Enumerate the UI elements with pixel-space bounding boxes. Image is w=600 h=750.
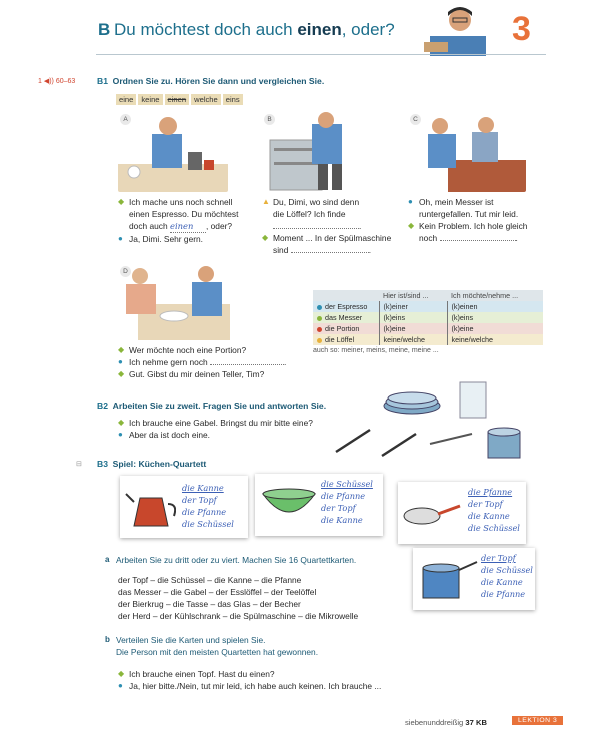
pot-icon xyxy=(419,558,479,602)
dialog-c: ● Oh, mein Messer ist runtergefallen. Tut mir leid. ◆ Kein Problem. Ich hole gleich noch . xyxy=(408,197,528,243)
header-divider xyxy=(96,54,546,55)
dialog-d: ◆ Wer möchte noch eine Portion? ● Ich nehme gern noch . ◆ Gut. Gibst du mir deinen Teller, Tim? xyxy=(118,345,287,379)
task-a: a Arbeiten Sie zu dritt oder zu viert. Machen Sie 16 Quartettkarten. xyxy=(105,555,357,565)
list-item: das Messer – die Gabel – der Esslöffel – der Teelöffel xyxy=(118,587,317,597)
table-row: das Messer (k)eins (k)eins xyxy=(313,312,543,323)
fill-in-answer: einen xyxy=(170,220,206,233)
picture-d xyxy=(118,264,240,340)
word-used: einen xyxy=(165,94,190,105)
fill-in-blank xyxy=(273,220,359,229)
picture-a xyxy=(118,112,228,192)
table-row: die Löffel keine/welche keine/welche xyxy=(313,334,543,345)
tableware-illustration xyxy=(330,378,540,466)
picture-b xyxy=(262,112,372,192)
quartet-card: die Pfanne der Topf die Kanne die Schüssel xyxy=(398,482,526,544)
word: keine xyxy=(138,94,162,105)
fill-in-blank xyxy=(210,356,284,365)
diamond-bullet-icon: ◆ xyxy=(118,369,125,378)
table-row: der Espresso (k)einer (k)einen xyxy=(313,301,543,312)
diamond-bullet-icon: ◆ xyxy=(118,418,125,427)
diamond-bullet-icon: ◆ xyxy=(118,669,125,678)
b3-heading: B3 Spiel: Küchen-Quartett xyxy=(97,459,207,469)
picture-label: C xyxy=(410,114,421,125)
b2-dialog: ◆ Ich brauche eine Gabel. Bringst du mir bitte eine? ● Aber da ist doch eine. xyxy=(118,418,313,440)
triangle-bullet-icon: ▲ xyxy=(262,197,270,206)
table-row: die Portion (k)eine (k)eine xyxy=(313,323,543,334)
bowl-icon xyxy=(261,486,317,526)
picture-label: A xyxy=(120,114,131,125)
ring-bullet-icon: ● xyxy=(118,430,123,439)
table-header: Hier ist/sind ... xyxy=(383,291,429,300)
diamond-bullet-icon: ◆ xyxy=(118,197,125,206)
pan-icon xyxy=(402,502,462,532)
diamond-bullet-icon: ◆ xyxy=(262,233,269,242)
table-note: auch so: meiner, meins, meine, meine ... xyxy=(313,347,439,354)
list-item: der Topf – die Schüssel – die Kanne – die Pfanne xyxy=(118,575,302,585)
picture-label: B xyxy=(264,114,275,125)
table-header: Ich möchte/nehme ... xyxy=(451,291,519,300)
lesson-number: 3 xyxy=(512,10,531,48)
list-item: der Herd – der Kühlschrank – die Spülmaschine – die Mikrowelle xyxy=(118,611,359,621)
page-footer: siebenunddreißig 37 KB xyxy=(405,718,487,727)
audio-track: 1 ◀)) 60–63 xyxy=(38,78,76,85)
word: welche xyxy=(191,94,221,105)
page-title: Du möchtest doch auch einen, oder? xyxy=(114,20,395,39)
word: eine xyxy=(116,94,136,105)
fill-in-blank xyxy=(440,232,516,241)
diamond-bullet-icon: ◆ xyxy=(408,221,415,230)
dialog-a: ◆ Ich mache uns noch schnell einen Espresso. Du möchtest doch auch einen , oder? ● Ja, Dimi. Sehr gern. xyxy=(118,197,239,244)
quartet-card: der Topf die Schüssel die Kanne die Pfanne xyxy=(413,548,535,610)
ring-bullet-icon: ● xyxy=(118,681,123,690)
b3-dialog: ◆ Ich brauche einen Topf. Hast du einen? ● Ja, hier bitte./Nein, tut mir leid, ich habe auch keinen. Ich brauche ... xyxy=(118,669,382,691)
b1-heading: B1 Ordnen Sie zu. Hören Sie dann und vergleichen Sie. xyxy=(97,76,325,86)
word-box xyxy=(116,94,245,105)
lesson-badge: LEKTION 3 xyxy=(512,716,563,725)
section-letter: B xyxy=(98,20,111,39)
game-icon: ⊟ xyxy=(76,461,82,468)
quartet-card: die Schüssel die Pfanne der Topf die Kanne xyxy=(255,474,383,536)
diamond-bullet-icon: ◆ xyxy=(118,345,125,354)
word: eins xyxy=(223,94,243,105)
gender-dot-icon xyxy=(317,327,322,332)
gender-dot-icon xyxy=(317,316,322,321)
ring-bullet-icon: ● xyxy=(408,197,413,206)
quartet-card: die Kanne der Topf die Pfanne die Schüssel xyxy=(120,476,248,538)
word-list xyxy=(118,574,410,622)
gender-dot-icon xyxy=(317,338,322,343)
fill-in-blank xyxy=(291,244,369,253)
kettle-icon xyxy=(124,484,176,532)
gender-dot-icon xyxy=(317,305,322,310)
teacher-illustration xyxy=(418,2,496,56)
dialog-b: ▲ Du, Dimi, wo sind denn die Löffel? Ich finde . ◆ Moment ... In der Spülmaschine sind . xyxy=(262,197,392,255)
task-b: b Verteilen Sie die Karten und spielen Sie. Die Person mit den meisten Quartetten hat gewonnen. xyxy=(105,635,319,657)
list-item: der Bierkrug – die Tasse – das Glas – der Becher xyxy=(118,599,301,609)
ring-bullet-icon: ● xyxy=(118,357,123,366)
grammar-table xyxy=(313,290,543,354)
ring-bullet-icon: ● xyxy=(118,234,123,243)
picture-c xyxy=(408,112,526,192)
b2-heading: B2 Arbeiten Sie zu zweit. Fragen Sie und antworten Sie. xyxy=(97,401,327,411)
picture-label: D xyxy=(120,266,131,277)
